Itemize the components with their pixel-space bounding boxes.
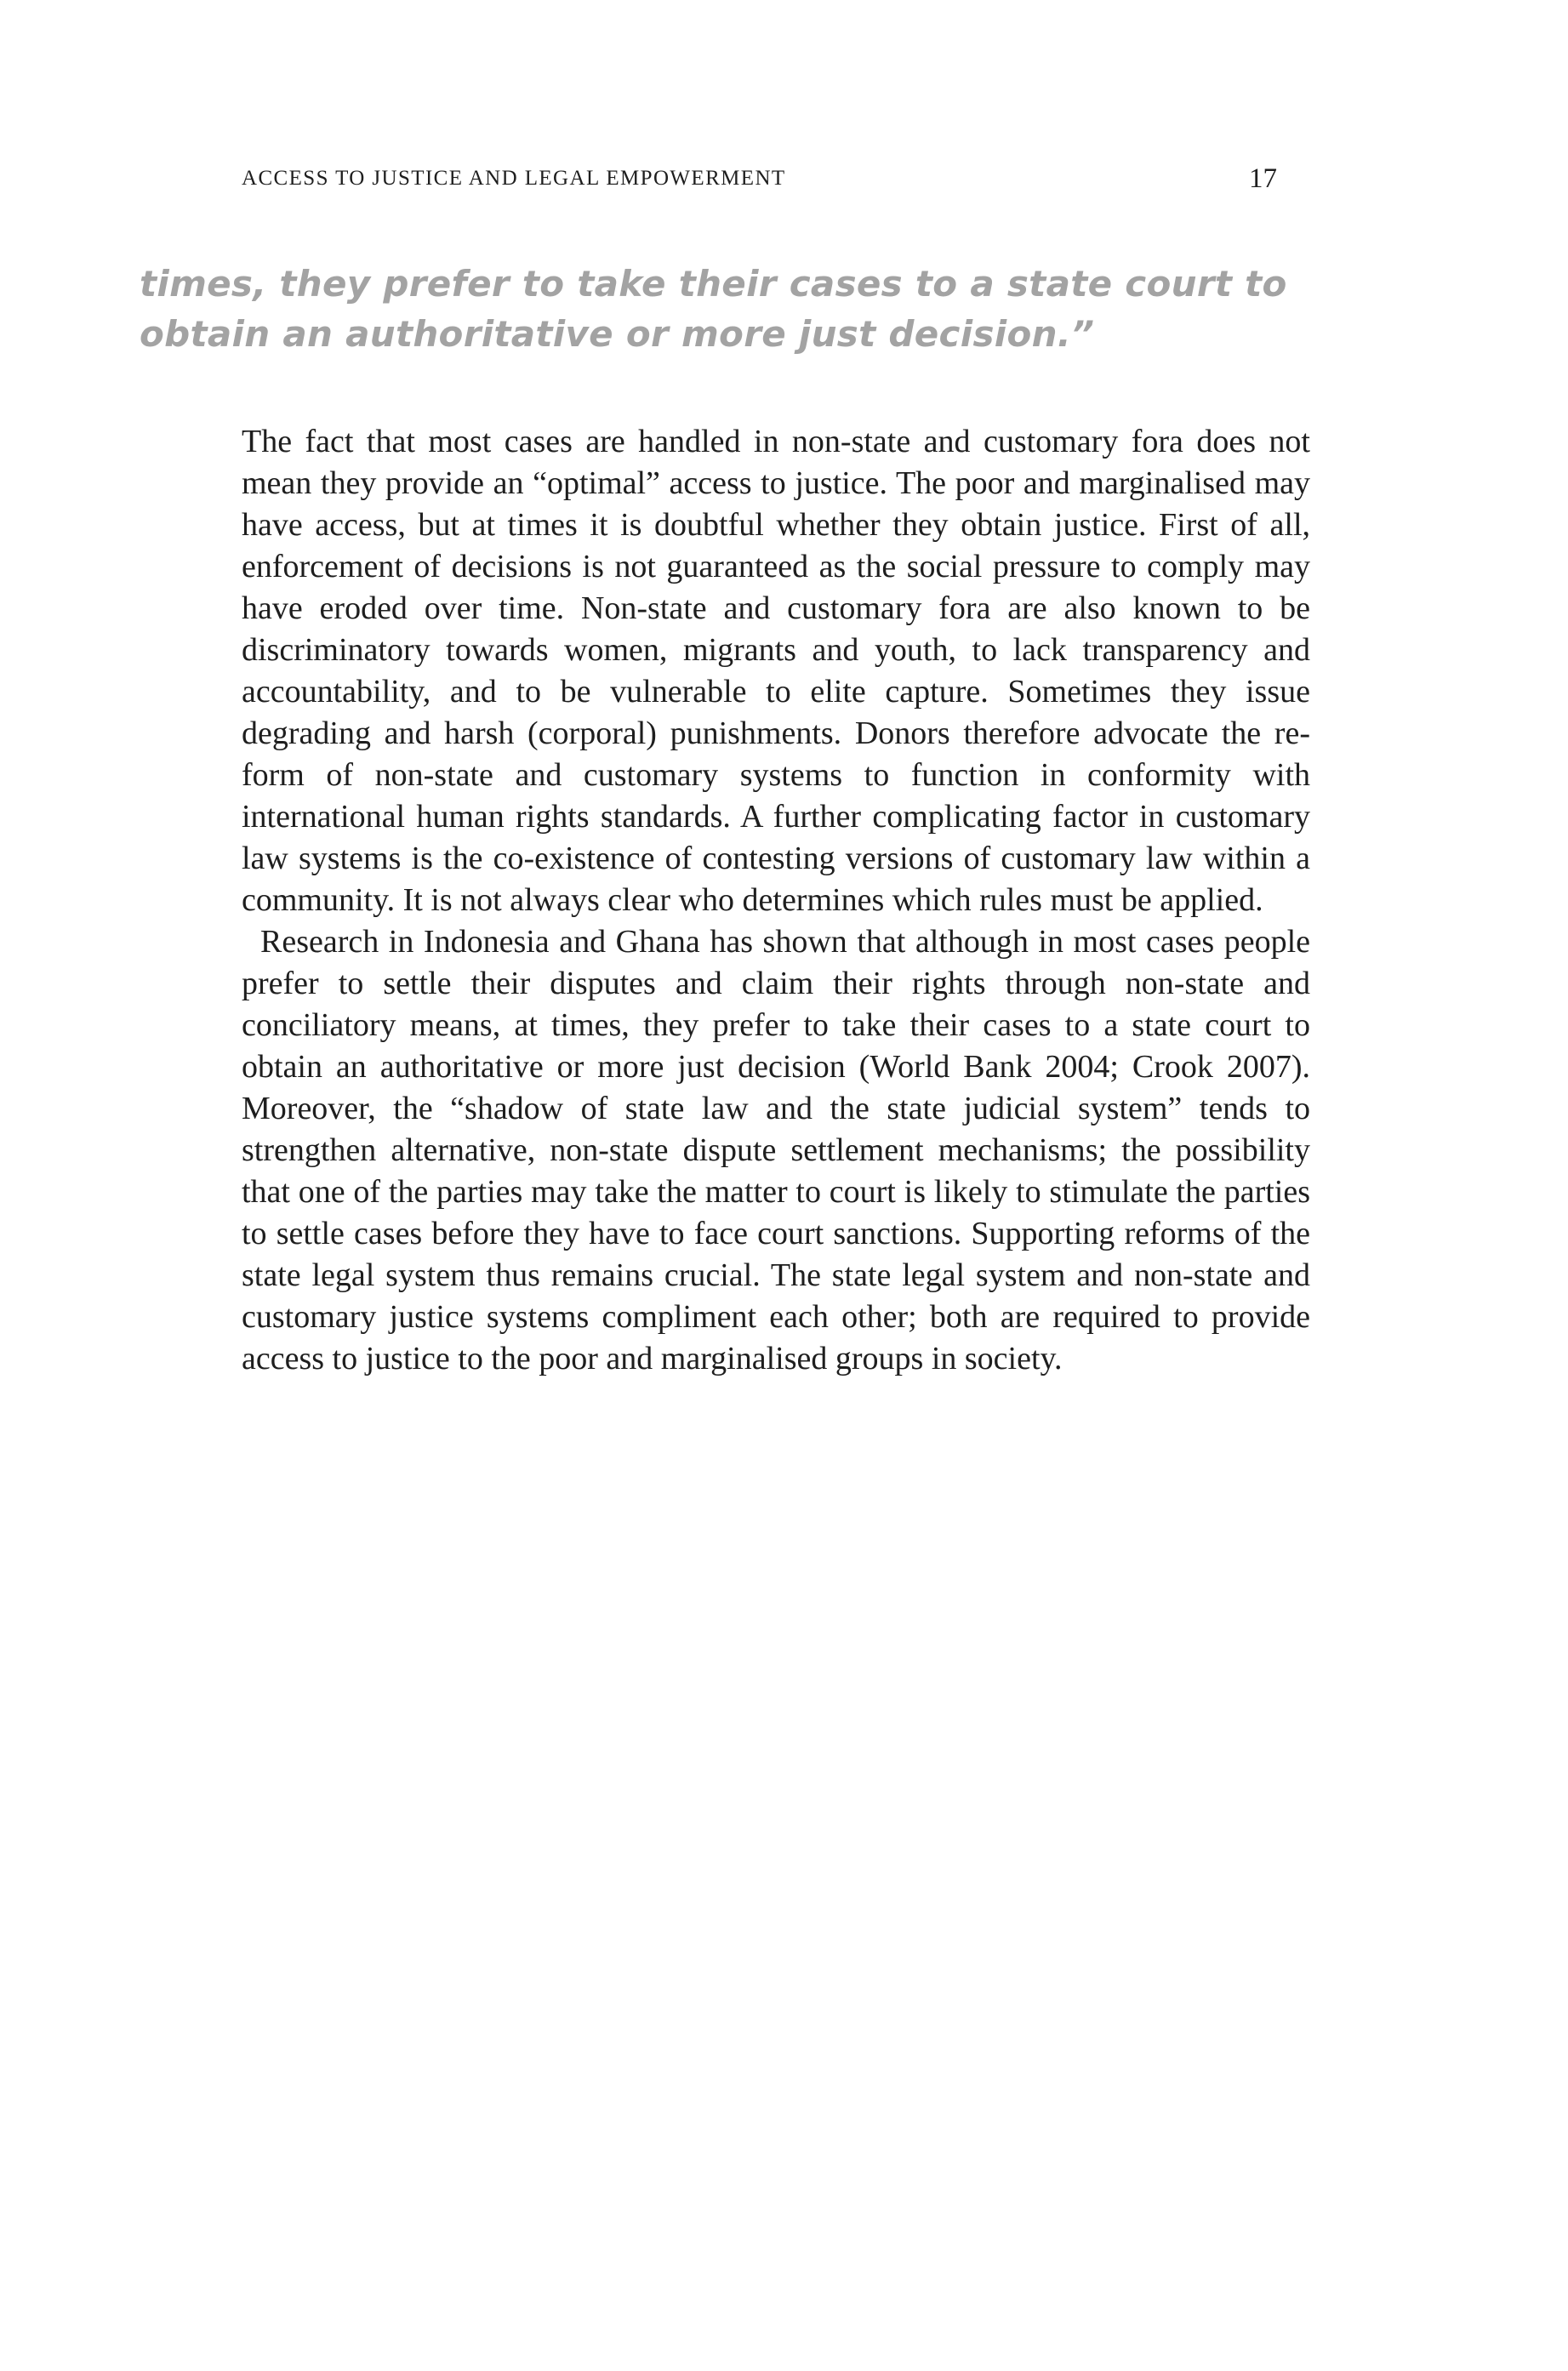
body-text <box>242 421 1310 1380</box>
page-number: 17 <box>1249 163 1277 194</box>
pull-quote <box>140 259 1373 360</box>
running-head: ACCESS TO JUSTICE AND LEGAL EMPOWERMENT <box>242 167 786 190</box>
pull-quote-line-2: obtain an authoritative or more just decision.” <box>140 312 1095 355</box>
body-paragraph-2: Research in Indonesia and Ghana has shown that although in most cases people prefer to settle their disputes and claim their rights through non-state and conciliatory means, at times, they prefer to take their cases to a state court to obtain an authoritative or more just decision (World Bank 2004; Crook 2007). Moreover, the “shadow of state law and the state judicial system” tends to strengthen alternative, non-state dispute settlement mechanisms; the possibility that one of the parties may take the matter to court is likely to stimulate the parties to settle cases before they have to face court sanctions. Supporting reforms of the state legal system thus remains crucial. The state legal system and non-state and customary justice systems compliment each other; both are required to provide access to justice to the poor and marginalised groups in society. <box>242 924 1310 1376</box>
pull-quote-line-1: times, they prefer to take their cases to a state court to <box>140 263 1287 305</box>
body-paragraph-1: The fact that most cases are handled in non-state and customary fora does not mean they provide an “optimal” access to justice. The poor and marginalised may have access, but at times it is doubtful whether they obtain justice. First of all, enforcement of decisions is not guaranteed as the social pressure to comply may have eroded over time. Non-state and customary fora are also known to be discriminatory towards women, migrants and youth, to lack transparency and accountability, and to be vulnerable to elite capture. Sometimes they issue degrading and harsh (corporal) punishments. Donors therefore advocate the reform of non-state and customary systems to function in conformity with international human rights standards. A further complicating factor in customary law systems is the co-existence of contesting versions of customary law within a community. It is not always clear who determines which rules must be applied. <box>242 424 1310 918</box>
